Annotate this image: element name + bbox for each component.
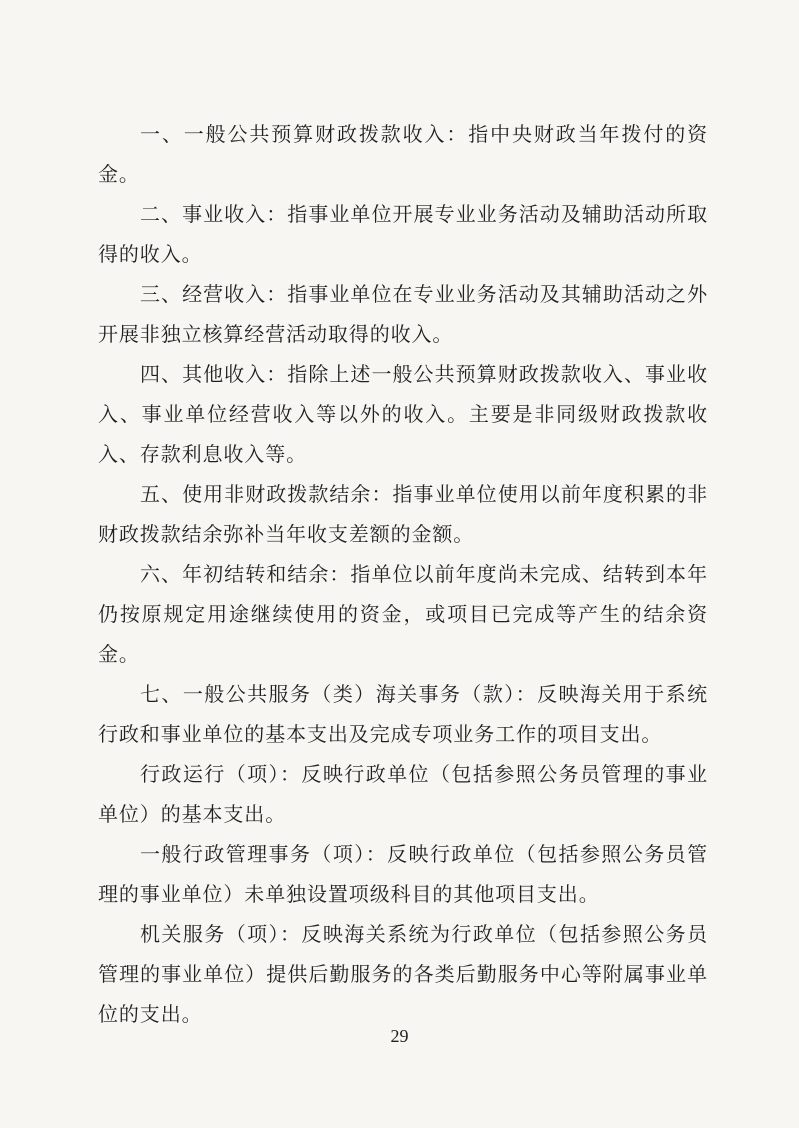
paragraph-10: 机关服务（项）：反映海关系统为行政单位（包括参照公务员管理的事业单位）提供后勤服务的各类后勤服务中心等附属事业单位的支出。 [98, 922, 708, 1026]
page-number: 29 [390, 1026, 409, 1046]
paragraph-5: 五、使用非财政拨款结余：指事业单位使用以前年度积累的非财政拨款结余弥补当年收支差额的金额。 [98, 482, 708, 546]
paragraph-8: 行政运行（项）：反映行政单位（包括参照公务员管理的事业单位）的基本支出。 [98, 762, 708, 826]
paragraph-4: 四、其他收入：指除上述一般公共预算财政拨款收入、事业收入、事业单位经营收入等以外的收入。主要是非同级财政拨款收入、存款利息收入等。 [98, 362, 708, 466]
paragraph-6: 六、年初结转和结余：指单位以前年度尚未完成、结转到本年仍按原规定用途继续使用的资金，或项目已完成等产生的结余资金。 [98, 562, 708, 666]
paragraph-7: 七、一般公共服务（类）海关事务（款）：反映海关用于系统行政和事业单位的基本支出及完成专项业务工作的项目支出。 [98, 682, 708, 746]
paragraph-9: 一般行政管理事务（项）：反映行政单位（包括参照公务员管理的事业单位）未单独设置项级科目的其他项目支出。 [98, 842, 708, 906]
paragraph-1: 一、一般公共预算财政拨款收入：指中央财政当年拨付的资金。 [98, 122, 708, 186]
document-body [98, 114, 708, 1034]
paragraph-3: 三、经营收入：指事业单位在专业业务活动及其辅助活动之外开展非独立核算经营活动取得的收入。 [98, 282, 708, 346]
paragraph-2: 二、事业收入：指事业单位开展专业业务活动及辅助活动所取得的收入。 [98, 202, 708, 266]
